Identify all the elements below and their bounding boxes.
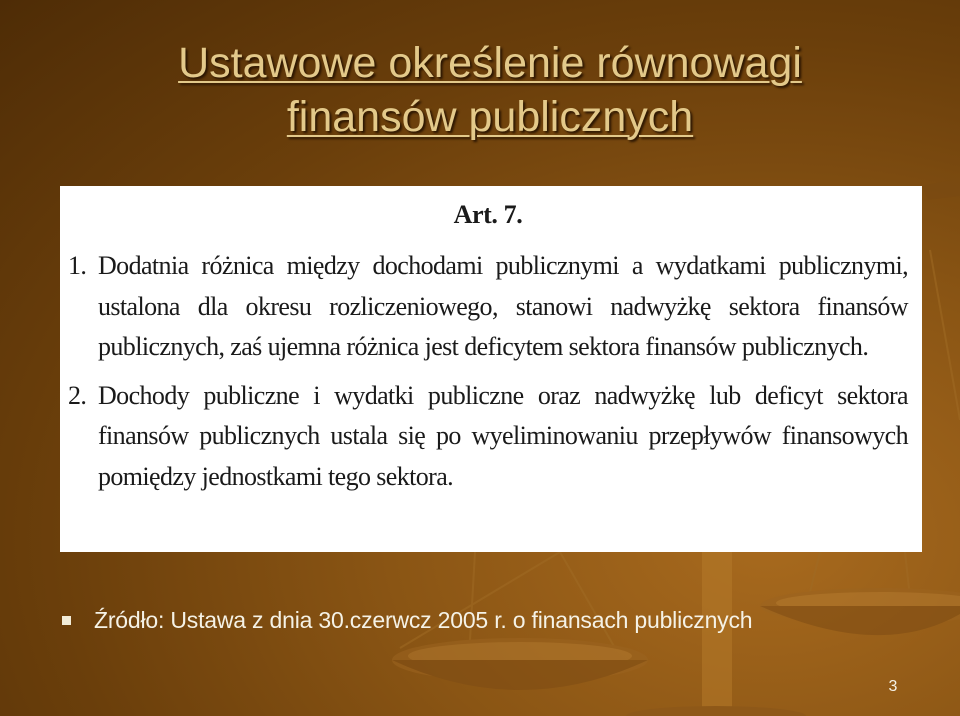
law-excerpt [60,186,922,552]
slide-title [60,36,920,144]
paragraph-number: 2. [68,380,87,410]
source-bullet [62,602,752,638]
square-bullet-icon [62,616,71,625]
page-number: 3 [888,678,898,695]
paragraph-text: Dodatnia różnica między dochodami publicznymi a wydatkami publicznymi, ustalona dla okresu rozliczeniowego, stanowi nadwyżkę sektora finansów publicznych, zaś ujemna różnica jest deficytem sektora finansów publicznych. [98,251,908,361]
article-paragraph-2 [68,376,908,498]
title-line-1: Ustawowe określenie równowagi [178,39,802,87]
paragraph-text: Dochody publiczne i wydatki publiczne oraz nadwyżkę lub deficyt sektora finansów publicznych ustala się po wyeliminowaniu przepływów finansowych pomiędzy jednostkami tego sektora. [98,380,908,491]
article-paragraph-1 [68,246,908,368]
source-text: Źródło: Ustawa z dnia 30.czerwcz 2005 r. o finansach publicznych [94,606,753,633]
article-heading: Art. 7. [453,200,523,229]
paragraph-number: 1. [68,251,87,280]
title-line-2: finansów publicznych [286,93,694,141]
